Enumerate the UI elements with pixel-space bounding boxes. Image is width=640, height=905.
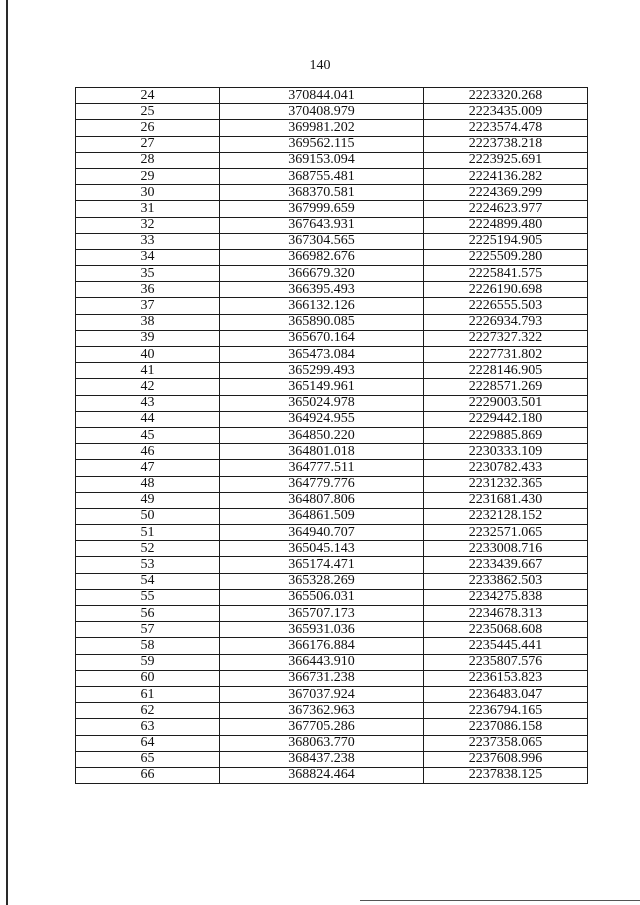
point-number-cell: 46 <box>76 444 220 460</box>
x-coordinate-cell: 366982.676 <box>220 249 424 265</box>
point-number-cell: 38 <box>76 314 220 330</box>
point-number-cell: 58 <box>76 638 220 654</box>
table-row <box>76 185 588 201</box>
point-number-cell: 42 <box>76 379 220 395</box>
table-row <box>76 152 588 168</box>
y-coordinate-cell: 2229003.501 <box>424 395 588 411</box>
table-row <box>76 347 588 363</box>
table-row <box>76 379 588 395</box>
y-coordinate-cell: 2225841.575 <box>424 266 588 282</box>
point-number-cell: 34 <box>76 249 220 265</box>
point-number-cell: 55 <box>76 589 220 605</box>
y-coordinate-cell: 2236794.165 <box>424 703 588 719</box>
table-row <box>76 735 588 751</box>
point-number-cell: 29 <box>76 168 220 184</box>
point-number-cell: 51 <box>76 525 220 541</box>
y-coordinate-cell: 2223435.009 <box>424 104 588 120</box>
y-coordinate-cell: 2231232.365 <box>424 476 588 492</box>
y-coordinate-cell: 2235445.441 <box>424 638 588 654</box>
x-coordinate-cell: 366443.910 <box>220 654 424 670</box>
table-row <box>76 525 588 541</box>
y-coordinate-cell: 2227327.322 <box>424 330 588 346</box>
x-coordinate-cell: 367304.565 <box>220 233 424 249</box>
table-row <box>76 88 588 104</box>
page-left-edge <box>6 0 8 905</box>
point-number-cell: 45 <box>76 427 220 443</box>
y-coordinate-cell: 2237838.125 <box>424 767 588 783</box>
x-coordinate-cell: 367705.286 <box>220 719 424 735</box>
table-row <box>76 266 588 282</box>
y-coordinate-cell: 2237608.996 <box>424 751 588 767</box>
table-row <box>76 508 588 524</box>
y-coordinate-cell: 2224369.299 <box>424 185 588 201</box>
x-coordinate-cell: 366132.126 <box>220 298 424 314</box>
point-number-cell: 53 <box>76 557 220 573</box>
y-coordinate-cell: 2229442.180 <box>424 411 588 427</box>
y-coordinate-cell: 2225509.280 <box>424 249 588 265</box>
x-coordinate-cell: 367643.931 <box>220 217 424 233</box>
point-number-cell: 50 <box>76 508 220 524</box>
point-number-cell: 57 <box>76 622 220 638</box>
table-row <box>76 767 588 783</box>
x-coordinate-cell: 365473.084 <box>220 347 424 363</box>
y-coordinate-cell: 2226555.503 <box>424 298 588 314</box>
table-row <box>76 298 588 314</box>
point-number-cell: 28 <box>76 152 220 168</box>
table-row <box>76 460 588 476</box>
table-row <box>76 751 588 767</box>
table-row <box>76 670 588 686</box>
y-coordinate-cell: 2234275.838 <box>424 589 588 605</box>
point-number-cell: 56 <box>76 606 220 622</box>
x-coordinate-cell: 369153.094 <box>220 152 424 168</box>
y-coordinate-cell: 2232571.065 <box>424 525 588 541</box>
y-coordinate-cell: 2229885.869 <box>424 427 588 443</box>
table-row <box>76 654 588 670</box>
y-coordinate-cell: 2223574.478 <box>424 120 588 136</box>
y-coordinate-cell: 2232128.152 <box>424 508 588 524</box>
point-number-cell: 41 <box>76 363 220 379</box>
table-row <box>76 492 588 508</box>
coordinates-table-body <box>76 88 588 784</box>
table-row <box>76 638 588 654</box>
y-coordinate-cell: 2235068.608 <box>424 622 588 638</box>
point-number-cell: 33 <box>76 233 220 249</box>
table-row <box>76 703 588 719</box>
table-row <box>76 314 588 330</box>
x-coordinate-cell: 367362.963 <box>220 703 424 719</box>
x-coordinate-cell: 368755.481 <box>220 168 424 184</box>
x-coordinate-cell: 367037.924 <box>220 686 424 702</box>
y-coordinate-cell: 2237358.065 <box>424 735 588 751</box>
table-row <box>76 330 588 346</box>
point-number-cell: 64 <box>76 735 220 751</box>
point-number-cell: 36 <box>76 282 220 298</box>
table-row <box>76 541 588 557</box>
x-coordinate-cell: 365670.164 <box>220 330 424 346</box>
point-number-cell: 65 <box>76 751 220 767</box>
x-coordinate-cell: 365931.036 <box>220 622 424 638</box>
y-coordinate-cell: 2235807.576 <box>424 654 588 670</box>
x-coordinate-cell: 370844.041 <box>220 88 424 104</box>
x-coordinate-cell: 365890.085 <box>220 314 424 330</box>
y-coordinate-cell: 2228146.905 <box>424 363 588 379</box>
point-number-cell: 39 <box>76 330 220 346</box>
table-row <box>76 120 588 136</box>
point-number-cell: 44 <box>76 411 220 427</box>
point-number-cell: 25 <box>76 104 220 120</box>
point-number-cell: 52 <box>76 541 220 557</box>
table-row <box>76 573 588 589</box>
x-coordinate-cell: 365024.978 <box>220 395 424 411</box>
table-row <box>76 557 588 573</box>
point-number-cell: 59 <box>76 654 220 670</box>
x-coordinate-cell: 364801.018 <box>220 444 424 460</box>
y-coordinate-cell: 2226934.793 <box>424 314 588 330</box>
table-row <box>76 395 588 411</box>
y-coordinate-cell: 2223925.691 <box>424 152 588 168</box>
point-number-cell: 62 <box>76 703 220 719</box>
point-number-cell: 49 <box>76 492 220 508</box>
x-coordinate-cell: 365045.143 <box>220 541 424 557</box>
point-number-cell: 54 <box>76 573 220 589</box>
table-row <box>76 589 588 605</box>
x-coordinate-cell: 368437.238 <box>220 751 424 767</box>
y-coordinate-cell: 2233439.667 <box>424 557 588 573</box>
point-number-cell: 66 <box>76 767 220 783</box>
x-coordinate-cell: 368063.770 <box>220 735 424 751</box>
table-row <box>76 363 588 379</box>
point-number-cell: 61 <box>76 686 220 702</box>
y-coordinate-cell: 2224899.480 <box>424 217 588 233</box>
x-coordinate-cell: 365299.493 <box>220 363 424 379</box>
point-number-cell: 35 <box>76 266 220 282</box>
point-number-cell: 32 <box>76 217 220 233</box>
table-row <box>76 201 588 217</box>
x-coordinate-cell: 364940.707 <box>220 525 424 541</box>
y-coordinate-cell: 2233008.716 <box>424 541 588 557</box>
y-coordinate-cell: 2224136.282 <box>424 168 588 184</box>
point-number-cell: 40 <box>76 347 220 363</box>
point-number-cell: 31 <box>76 201 220 217</box>
y-coordinate-cell: 2227731.802 <box>424 347 588 363</box>
y-coordinate-cell: 2224623.977 <box>424 201 588 217</box>
x-coordinate-cell: 366176.884 <box>220 638 424 654</box>
x-coordinate-cell: 368370.581 <box>220 185 424 201</box>
x-coordinate-cell: 364779.776 <box>220 476 424 492</box>
table-row <box>76 719 588 735</box>
x-coordinate-cell: 364924.955 <box>220 411 424 427</box>
x-coordinate-cell: 364861.509 <box>220 508 424 524</box>
y-coordinate-cell: 2226190.698 <box>424 282 588 298</box>
y-coordinate-cell: 2236483.047 <box>424 686 588 702</box>
table-row <box>76 233 588 249</box>
x-coordinate-cell: 366679.320 <box>220 266 424 282</box>
table-row <box>76 249 588 265</box>
x-coordinate-cell: 365328.269 <box>220 573 424 589</box>
y-coordinate-cell: 2223320.268 <box>424 88 588 104</box>
table-row <box>76 606 588 622</box>
x-coordinate-cell: 365174.471 <box>220 557 424 573</box>
page-number: 140 <box>309 58 331 73</box>
table-row <box>76 444 588 460</box>
page-bottom-edge <box>360 900 640 901</box>
point-number-cell: 60 <box>76 670 220 686</box>
point-number-cell: 37 <box>76 298 220 314</box>
x-coordinate-cell: 364850.220 <box>220 427 424 443</box>
y-coordinate-cell: 2230782.433 <box>424 460 588 476</box>
table-row <box>76 427 588 443</box>
y-coordinate-cell: 2236153.823 <box>424 670 588 686</box>
table-row <box>76 282 588 298</box>
x-coordinate-cell: 365149.961 <box>220 379 424 395</box>
y-coordinate-cell: 2237086.158 <box>424 719 588 735</box>
x-coordinate-cell: 369981.202 <box>220 120 424 136</box>
x-coordinate-cell: 367999.659 <box>220 201 424 217</box>
x-coordinate-cell: 364777.511 <box>220 460 424 476</box>
point-number-cell: 63 <box>76 719 220 735</box>
point-number-cell: 30 <box>76 185 220 201</box>
y-coordinate-cell: 2234678.313 <box>424 606 588 622</box>
x-coordinate-cell: 366731.238 <box>220 670 424 686</box>
point-number-cell: 24 <box>76 88 220 104</box>
table-row <box>76 168 588 184</box>
y-coordinate-cell: 2228571.269 <box>424 379 588 395</box>
point-number-cell: 47 <box>76 460 220 476</box>
table-row <box>76 104 588 120</box>
x-coordinate-cell: 365506.031 <box>220 589 424 605</box>
y-coordinate-cell: 2231681.430 <box>424 492 588 508</box>
x-coordinate-cell: 365707.173 <box>220 606 424 622</box>
x-coordinate-cell: 364807.806 <box>220 492 424 508</box>
point-number-cell: 43 <box>76 395 220 411</box>
x-coordinate-cell: 369562.115 <box>220 136 424 152</box>
point-number-cell: 27 <box>76 136 220 152</box>
y-coordinate-cell: 2233862.503 <box>424 573 588 589</box>
table-row <box>76 217 588 233</box>
table-row <box>76 411 588 427</box>
table-row <box>76 622 588 638</box>
x-coordinate-cell: 366395.493 <box>220 282 424 298</box>
point-number-cell: 48 <box>76 476 220 492</box>
table-row <box>76 476 588 492</box>
x-coordinate-cell: 368824.464 <box>220 767 424 783</box>
coordinates-table <box>75 87 588 784</box>
table-row <box>76 136 588 152</box>
point-number-cell: 26 <box>76 120 220 136</box>
x-coordinate-cell: 370408.979 <box>220 104 424 120</box>
y-coordinate-cell: 2230333.109 <box>424 444 588 460</box>
y-coordinate-cell: 2225194.905 <box>424 233 588 249</box>
y-coordinate-cell: 2223738.218 <box>424 136 588 152</box>
table-row <box>76 686 588 702</box>
